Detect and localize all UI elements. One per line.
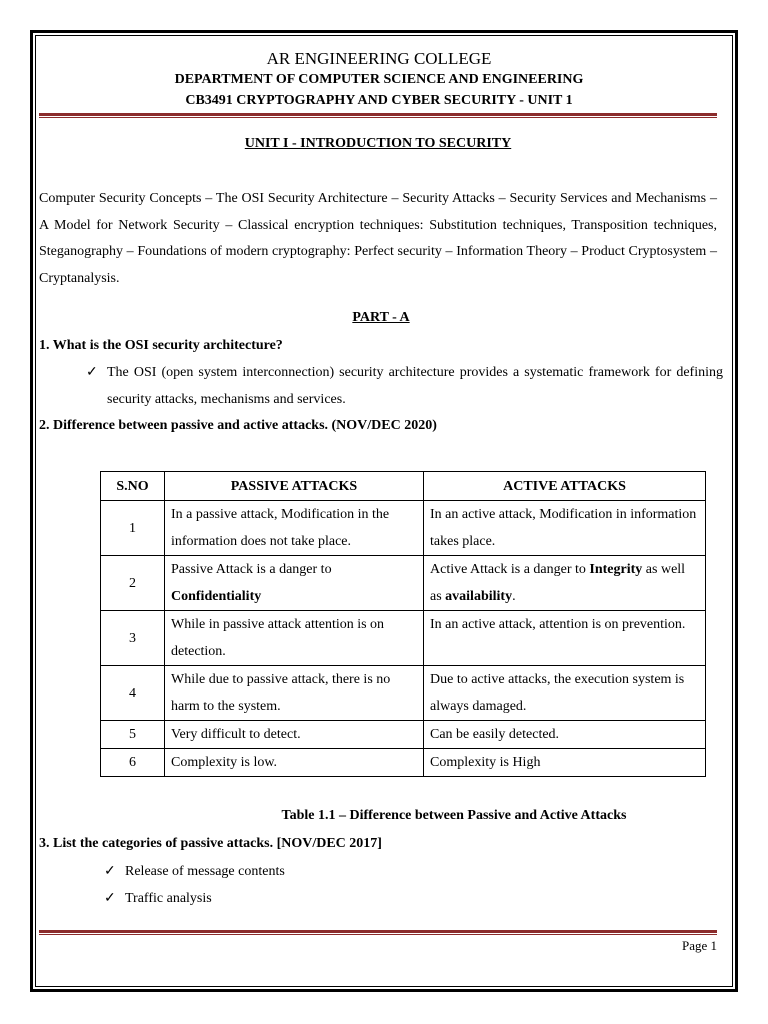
cell-text: Passive Attack is a danger to — [171, 562, 332, 577]
header-sno: S.NO — [101, 472, 165, 501]
college-name: AR ENGINEERING COLLEGE — [266, 49, 492, 68]
table-row — [101, 666, 706, 721]
cell-active: In an active attack, Modification in information takes place. — [424, 501, 706, 556]
cell-passive: While in passive attack attention is on detection. — [165, 611, 424, 666]
cell-bold-text: Integrity — [589, 562, 643, 577]
list-item-text: Traffic analysis — [125, 891, 212, 906]
check-icon: ✓ — [104, 864, 116, 879]
check-icon: ✓ — [86, 365, 98, 380]
question-3: 3. List the categories of passive attacks. [NOV/DEC 2017] — [39, 836, 382, 851]
question-2: 2. Difference between passive and active attacks. (NOV/DEC 2020) — [39, 418, 437, 433]
cell-active — [424, 556, 706, 611]
unit-syllabus: Computer Security Concepts – The OSI Security Architecture – Security Attacks – Security Services and Mechanisms – A Model for Network Security – Classical encryption techniques: Substitution techniques, Transposition techniques, Steganography – Foundations of modern cryptography: Perfect security – Information Theory – Product Cryptosystem – Cryptanalysis. — [39, 191, 717, 286]
header-active: ACTIVE ATTACKS — [424, 472, 706, 501]
cell-active: In an active attack, attention is on prevention. — [424, 611, 706, 666]
course-title: CB3491 CRYPTOGRAPHY AND CYBER SECURITY - UNIT 1 — [185, 93, 573, 108]
cell-bold-text: Confidentiality — [171, 589, 262, 604]
question-1: 1. What is the OSI security architecture? — [39, 338, 283, 353]
answer-1 — [86, 360, 723, 413]
cell-text: Active Attack is a danger to — [430, 562, 590, 577]
table-row — [101, 721, 706, 749]
table-header-row — [101, 472, 706, 501]
table-row — [101, 611, 706, 666]
comparison-table — [100, 471, 706, 777]
part-title: PART - A — [352, 310, 410, 325]
cell-sno: 5 — [101, 721, 165, 749]
cell-passive: Very difficult to detect. — [165, 721, 424, 749]
passive-attack-categories — [104, 858, 285, 912]
cell-sno: 4 — [101, 666, 165, 721]
cell-bold-text: availability — [445, 589, 513, 604]
cell-text: . — [512, 589, 516, 604]
cell-sno: 6 — [101, 749, 165, 777]
unit-title: UNIT I - INTRODUCTION TO SECURITY — [244, 136, 512, 151]
cell-passive: In a passive attack, Modification in the information does not take place. — [165, 501, 424, 556]
cell-passive: While due to passive attack, there is no harm to the system. — [165, 666, 424, 721]
check-icon: ✓ — [104, 891, 116, 906]
header-passive: PASSIVE ATTACKS — [165, 472, 424, 501]
cell-active: Complexity is High — [424, 749, 706, 777]
department-name: DEPARTMENT OF COMPUTER SCIENCE AND ENGINEERING — [174, 72, 584, 87]
table-row — [101, 749, 706, 777]
cell-passive — [165, 556, 424, 611]
list-item — [104, 885, 285, 912]
table-row — [101, 501, 706, 556]
cell-sno: 2 — [101, 556, 165, 611]
cell-text: as well as — [430, 562, 686, 604]
list-item-text: Release of message contents — [125, 864, 285, 879]
list-item — [104, 858, 285, 885]
cell-passive: Complexity is low. — [165, 749, 424, 777]
footer-rule — [39, 930, 717, 935]
cell-sno: 3 — [101, 611, 165, 666]
table-caption: Table 1.1 – Difference between Passive and Active Attacks — [281, 808, 627, 823]
cell-sno: 1 — [101, 501, 165, 556]
table-row — [101, 556, 706, 611]
cell-active: Can be easily detected. — [424, 721, 706, 749]
header-rule — [39, 113, 717, 118]
cell-active: Due to active attacks, the execution system is always damaged. — [424, 666, 706, 721]
answer-1-text: The OSI (open system interconnection) security architecture provides a systematic framework for defining security attacks, mechanisms and services. — [107, 365, 723, 407]
page-number: Page 1 — [681, 938, 717, 953]
